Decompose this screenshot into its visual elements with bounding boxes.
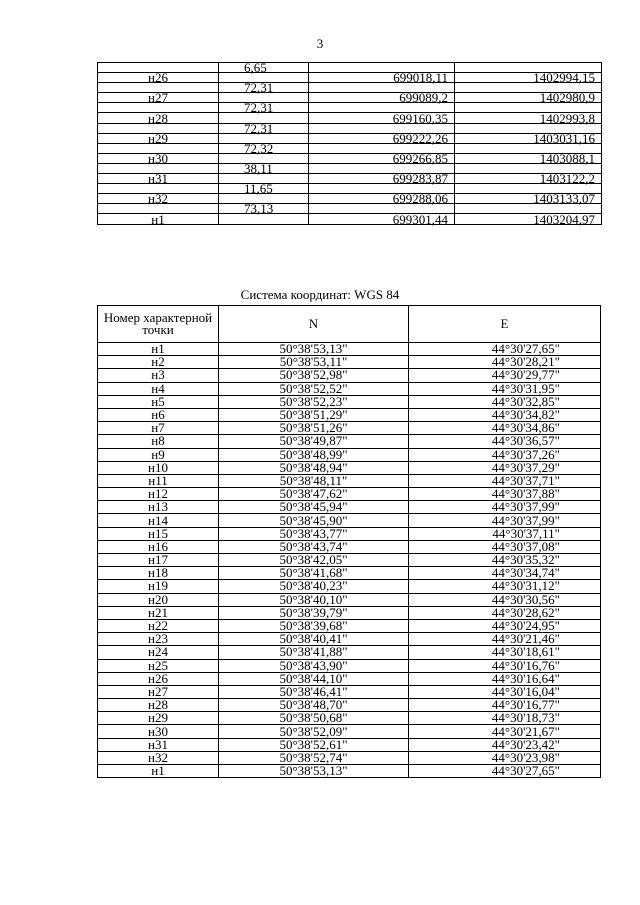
point-number: н29 (98, 712, 219, 725)
longitude-e: 44°30'37,99" (409, 501, 601, 514)
page-number: 3 (316, 36, 324, 51)
segment-row (98, 184, 602, 194)
segment-length: 72,31 (219, 103, 309, 113)
point-number: н12 (98, 488, 219, 501)
point-row (98, 214, 602, 224)
latitude-n: 50°38'52,74" (219, 751, 409, 764)
wgs-table-body (98, 343, 601, 778)
longitude-e: 44°30'30,56" (409, 593, 601, 606)
point-number: н22 (98, 619, 219, 632)
longitude-e: 44°30'37,11" (409, 527, 601, 540)
longitude-e: 44°30'34,86" (409, 422, 601, 435)
segment-length: 73,13 (219, 204, 309, 214)
coord-y: 1403031,16 (455, 133, 602, 143)
longitude-e: 44°30'37,99" (409, 514, 601, 527)
segment-length: 72,31 (219, 123, 309, 133)
longitude-e: 44°30'31,12" (409, 580, 601, 593)
latitude-n: 50°38'44,10" (219, 672, 409, 685)
header-e: E (409, 306, 601, 343)
longitude-e: 44°30'21,46" (409, 633, 601, 646)
point-number: н20 (98, 593, 219, 606)
longitude-e: 44°30'34,82" (409, 408, 601, 421)
point-number: н29 (98, 133, 219, 143)
point-number: н8 (98, 435, 219, 448)
table-header-row (98, 306, 601, 343)
segment-length: 38,11 (219, 163, 309, 173)
point-number: н13 (98, 501, 219, 514)
point-number: н24 (98, 646, 219, 659)
coord-y: 1402993,8 (455, 113, 602, 123)
segment-length: 6,65 (219, 63, 309, 73)
latitude-n: 50°38'51,29" (219, 408, 409, 421)
point-number: н31 (98, 738, 219, 751)
segment-row (98, 163, 602, 173)
longitude-e: 44°30'27,65" (409, 343, 601, 356)
point-number: н15 (98, 527, 219, 540)
longitude-e: 44°30'35,32" (409, 554, 601, 567)
point-number: н7 (98, 422, 219, 435)
longitude-e: 44°30'18,61" (409, 646, 601, 659)
point-row (98, 174, 602, 184)
point-number: н27 (98, 93, 219, 103)
point-number: н1 (98, 214, 219, 224)
longitude-e: 44°30'37,29" (409, 461, 601, 474)
system-title: Система координат: WGS 84 (240, 287, 400, 302)
longitude-e: 44°30'34,74" (409, 567, 601, 580)
point-number: н4 (98, 382, 219, 395)
coordinates-table-body (98, 60, 602, 227)
coord-y: 1402980,9 (455, 93, 602, 103)
coordinates-table-msk (97, 62, 602, 225)
point-row (98, 73, 602, 83)
segment-row (98, 143, 602, 153)
segment-length: 11,65 (219, 184, 309, 194)
point-row (98, 153, 602, 163)
point-number: н1 (98, 765, 219, 778)
point-number: н32 (98, 751, 219, 764)
coord-x: 699222,26 (309, 133, 455, 143)
longitude-e: 44°30'28,21" (409, 356, 601, 369)
latitude-n: 50°38'40,10" (219, 593, 409, 606)
longitude-e: 44°30'18,73" (409, 712, 601, 725)
latitude-n: 50°38'49,87" (219, 435, 409, 448)
latitude-n: 50°38'52,98" (219, 369, 409, 382)
latitude-n: 50°38'53,13" (219, 343, 409, 356)
point-number: н27 (98, 685, 219, 698)
table-row (98, 501, 601, 514)
table-row (98, 765, 601, 778)
coord-x: 699160,35 (309, 113, 455, 123)
latitude-n: 50°38'41,88" (219, 646, 409, 659)
latitude-n: 50°38'40,23" (219, 580, 409, 593)
header-point-number: Номер характерной точки (98, 306, 219, 343)
segment-row (98, 204, 602, 214)
point-number: н5 (98, 395, 219, 408)
point-number: н6 (98, 408, 219, 421)
latitude-n: 50°38'52,52" (219, 382, 409, 395)
latitude-n: 50°38'53,11" (219, 356, 409, 369)
longitude-e: 44°30'37,88" (409, 488, 601, 501)
latitude-n: 50°38'45,94" (219, 501, 409, 514)
header-n: N (219, 306, 409, 343)
point-number: н16 (98, 540, 219, 553)
longitude-e: 44°30'16,04" (409, 685, 601, 698)
point-number: н17 (98, 554, 219, 567)
coordinates-table-wgs84 (97, 305, 601, 778)
latitude-n: 50°38'52,61" (219, 738, 409, 751)
point-row (98, 194, 602, 204)
longitude-e: 44°30'37,08" (409, 540, 601, 553)
latitude-n: 50°38'45,90" (219, 514, 409, 527)
coord-y: 1403133,07 (455, 194, 602, 204)
segment-length: 72,31 (219, 83, 309, 93)
longitude-e: 44°30'16,76" (409, 659, 601, 672)
latitude-n: 50°38'52,23" (219, 395, 409, 408)
point-number: н26 (98, 73, 219, 83)
coord-y: 1403204,97 (455, 214, 602, 224)
longitude-e: 44°30'32,85" (409, 395, 601, 408)
coord-x: 699301,44 (309, 214, 455, 224)
latitude-n: 50°38'39,68" (219, 619, 409, 632)
latitude-n: 50°38'48,70" (219, 699, 409, 712)
longitude-e: 44°30'16,77" (409, 699, 601, 712)
point-number: н21 (98, 606, 219, 619)
longitude-e: 44°30'23,42" (409, 738, 601, 751)
segment-row (98, 83, 602, 93)
point-number: н1 (98, 343, 219, 356)
point-number: н31 (98, 174, 219, 184)
point-row (98, 93, 602, 103)
point-number: н30 (98, 153, 219, 163)
point-number: н25 (98, 659, 219, 672)
segment-row (98, 103, 602, 113)
point-number: н18 (98, 567, 219, 580)
point-number: н2 (98, 356, 219, 369)
point-number: н11 (98, 474, 219, 487)
latitude-n: 50°38'47,62" (219, 488, 409, 501)
longitude-e: 44°30'24,95" (409, 619, 601, 632)
longitude-e: 44°30'16,64" (409, 672, 601, 685)
longitude-e: 44°30'27,65" (409, 765, 601, 778)
longitude-e: 44°30'21,67" (409, 725, 601, 738)
latitude-n: 50°38'51,26" (219, 422, 409, 435)
point-number: н32 (98, 194, 219, 204)
point-number: н9 (98, 448, 219, 461)
latitude-n: 50°38'53,13" (219, 765, 409, 778)
latitude-n: 50°38'52,09" (219, 725, 409, 738)
point-number: н14 (98, 514, 219, 527)
point-number: н3 (98, 369, 219, 382)
latitude-n: 50°38'43,74" (219, 540, 409, 553)
latitude-n: 50°38'48,94" (219, 461, 409, 474)
point-number: н28 (98, 699, 219, 712)
latitude-n: 50°38'48,11" (219, 474, 409, 487)
longitude-e: 44°30'23,98" (409, 751, 601, 764)
point-number: н26 (98, 672, 219, 685)
point-number: н30 (98, 725, 219, 738)
coord-x: 699288,06 (309, 194, 455, 204)
longitude-e: 44°30'31,95" (409, 382, 601, 395)
point-number: н28 (98, 113, 219, 123)
segment-length: 72,32 (219, 143, 309, 153)
latitude-n: 50°38'50,68" (219, 712, 409, 725)
latitude-n: 50°38'46,41" (219, 685, 409, 698)
longitude-e: 44°30'29,77" (409, 369, 601, 382)
latitude-n: 50°38'42,05" (219, 554, 409, 567)
latitude-n: 50°38'40,41" (219, 633, 409, 646)
coord-x: 699089,2 (309, 93, 455, 103)
coord-y: 1402994,15 (455, 73, 602, 83)
point-number: н23 (98, 633, 219, 646)
segment-row (98, 123, 602, 133)
latitude-n: 50°38'39,79" (219, 606, 409, 619)
longitude-e: 44°30'28,62" (409, 606, 601, 619)
point-row (98, 113, 602, 123)
point-row (98, 133, 602, 143)
segment-row (98, 63, 602, 73)
coord-y: 1403088,1 (455, 153, 602, 163)
table-row (98, 712, 601, 725)
coord-x: 699266,85 (309, 153, 455, 163)
coord-y: 1403122,2 (455, 174, 602, 184)
latitude-n: 50°38'43,77" (219, 527, 409, 540)
longitude-e: 44°30'36,57" (409, 435, 601, 448)
point-number: н19 (98, 580, 219, 593)
coord-x: 699283,87 (309, 174, 455, 184)
longitude-e: 44°30'37,71" (409, 474, 601, 487)
latitude-n: 50°38'41,68" (219, 567, 409, 580)
longitude-e: 44°30'37,26" (409, 448, 601, 461)
coord-x: 699018,11 (309, 73, 455, 83)
latitude-n: 50°38'43,90" (219, 659, 409, 672)
latitude-n: 50°38'48,99" (219, 448, 409, 461)
point-number: н10 (98, 461, 219, 474)
